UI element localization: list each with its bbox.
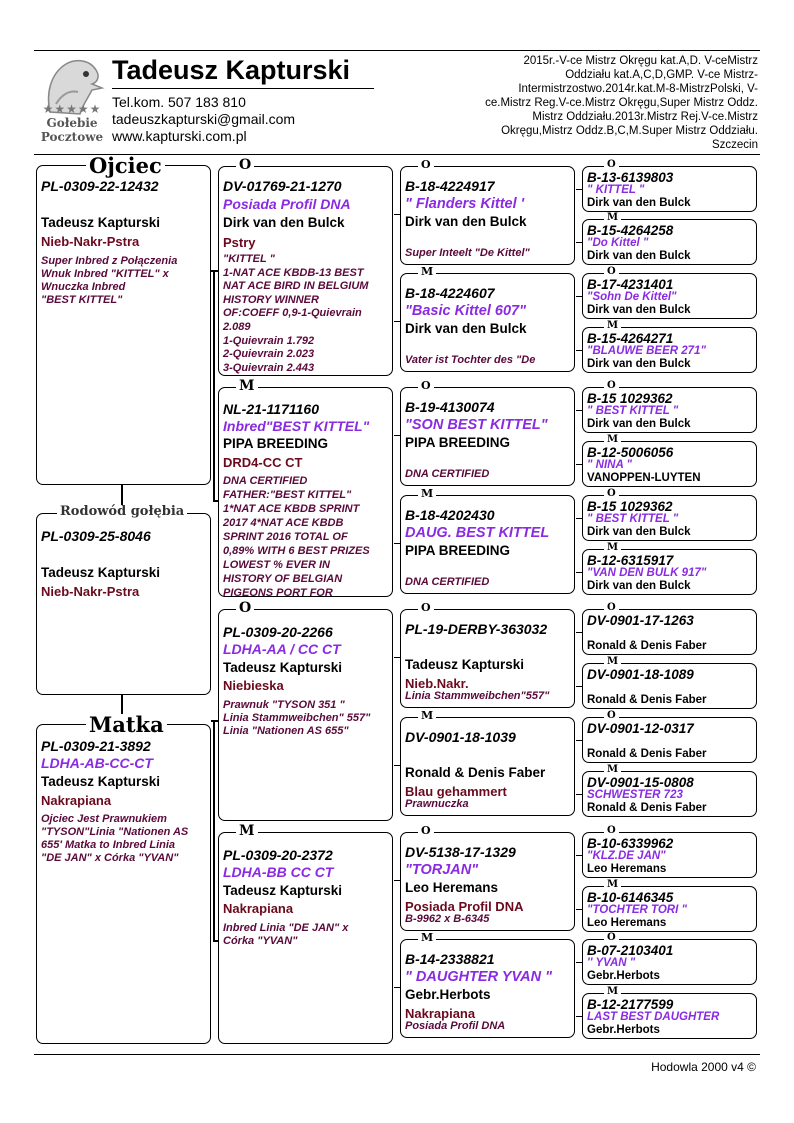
gggp-ring: DV-0901-15-0808 (587, 775, 694, 790)
gggp-ring: B-15 1029362 (587, 499, 673, 514)
gggp-ring: B-17-4231401 (587, 277, 674, 292)
gp-fm-breeder: PIPA BREEDING (223, 436, 329, 451)
gp-ff-note: 3-Quievrain 2.443 (223, 361, 315, 374)
gp-ff-note: 2-Quievrain 2.023 (223, 348, 315, 361)
footer-credit: Hodowla 2000 v4 © (651, 1060, 756, 1074)
sire-marker: O (236, 158, 254, 172)
connector (213, 270, 215, 500)
connector (394, 880, 400, 881)
gp-mm-color: Nakrapiana (223, 901, 294, 916)
connector (576, 572, 582, 573)
dam-marker: M (604, 657, 621, 667)
gp-mm-note: Córka "YVAN" (223, 935, 298, 947)
phone: Tel.kom. 507 183 810 (112, 94, 246, 110)
sire-marker: O (604, 267, 619, 277)
ggp-box[interactable] (400, 717, 575, 816)
connector (394, 321, 400, 322)
gp-fm-note: 2017 4*NAT ACE KBDB (223, 517, 344, 529)
sire-marker: O (604, 160, 619, 170)
dam-marker: M (604, 880, 621, 890)
gp-ff-name: Posiada Profil DNA (223, 196, 351, 212)
gp-mf-color: Niebieska (223, 678, 284, 693)
gggp-breeder: Dirk van den Bulck (587, 197, 691, 209)
gp-fm-note: DNA CERTIFIED (223, 475, 308, 487)
gggp-name: " BEST KITTEL " (587, 513, 679, 525)
gp-fm-name: Inbred"BEST KITTEL" (223, 418, 370, 434)
ggp-breeder: Dirk van den Bulck (405, 321, 527, 336)
ggp-note: B-9962 x B-6345 (405, 913, 490, 925)
gggp-name: "Sohn De Kittel" (587, 291, 677, 303)
gggp-breeder: Dirk van den Bulck (587, 526, 691, 538)
gp-ff-note: NAT ACE BIRD IN BELGIUM (223, 280, 369, 293)
subject-breeder: Tadeusz Kapturski (41, 565, 161, 580)
gggp-breeder: Gebr.Herbots (587, 970, 660, 982)
sire-marker: O (418, 602, 434, 613)
gp-fm-ring: NL-21-1171160 (223, 401, 319, 417)
ggp-name: "SON BEST KITTEL" (405, 417, 548, 433)
gp-mm-box[interactable] (218, 832, 393, 1044)
dam-marker: M (604, 765, 621, 775)
gp-mf-note: Prawnuk "TYSON 351 " (223, 699, 345, 711)
father-breeder: Tadeusz Kapturski (41, 215, 161, 230)
gggp-breeder: Dirk van den Bulck (587, 304, 691, 316)
ggp-breeder: Ronald & Denis Faber (405, 765, 546, 780)
dam-marker: M (418, 710, 436, 721)
connector (394, 543, 400, 544)
ggp-box[interactable] (400, 273, 575, 372)
gp-fm-note: PIGEONS PORT FOR (223, 587, 333, 597)
gggp-name: LAST BEST DAUGHTER (587, 1011, 720, 1023)
ggp-color: Nakrapiana (405, 1006, 476, 1021)
gggp-breeder: Ronald & Denis Faber (587, 748, 707, 760)
dam-marker: M (236, 379, 258, 393)
ggp-ring: B-19-4130074 (405, 399, 495, 415)
sire-marker: O (604, 603, 619, 613)
breeder-name: Tadeusz Kapturski (112, 55, 351, 85)
mother-note: Ojciec Jest Prawnukiem (41, 813, 167, 825)
ggp-note: Prawnuczka (405, 798, 469, 810)
gp-mm-ring: PL-0309-20-2372 (223, 847, 333, 863)
achievements: 2015r.-V-ce Mistrz Okręgu kat.A,D. V-ceMistrz Oddziału kat.A,C,D,GMP. V-ce Mistrz-Intermistrzostwo.2014r.kat.M-8-MistrzPolski, V-ce.Mistrz Reg.V-ce.Mistrz Okręgu,Super Mistrz Oddz. Mistrz Oddziału.2013r.Mistrz Rej.V-ce.Mistrz Okręgu,Mistrz Oddz.B,C,M.Super Mistrz Oddziału. Szczecin (485, 55, 758, 151)
ggp-breeder: PIPA BREEDING (405, 435, 511, 450)
gggp-name: " BEST KITTEL " (587, 405, 679, 417)
dam-marker: M (604, 987, 621, 997)
father-box[interactable] (36, 165, 211, 485)
ggp-ring: B-14-2338821 (405, 951, 495, 967)
gp-mm-breeder: Tadeusz Kapturski (223, 883, 343, 898)
logo-text-2: Pocztowe (40, 130, 104, 144)
gp-ff-box[interactable] (218, 166, 393, 376)
gggp-breeder: Ronald & Denis Faber (587, 802, 707, 814)
ggp-ring: PL-19-DERBY-363032 (405, 621, 548, 637)
connector (576, 189, 582, 190)
dam-marker: M (604, 213, 621, 223)
gp-ff-note: HISTORY WINNER (223, 293, 319, 306)
dam-marker: M (604, 321, 621, 331)
subject-ring: PL-0309-25-8046 (41, 528, 151, 544)
gggp-box[interactable] (582, 387, 757, 433)
gp-ff-note: OF:COEFF 0,9-1-Quievrain (223, 307, 362, 320)
gggp-ring: B-13-6139803 (587, 170, 674, 185)
gp-mf-box[interactable] (218, 609, 393, 821)
gggp-box[interactable] (582, 441, 757, 487)
gp-mf-breeder: Tadeusz Kapturski (223, 660, 343, 675)
logo (36, 54, 108, 146)
ggp-note: Vater ist Tochter des "De (405, 354, 536, 366)
connector (576, 794, 582, 795)
gggp-name: "BLAUWE BEER 271" (587, 345, 706, 357)
stars-icon: ★★★★★ (42, 102, 102, 116)
gggp-name: "VAN DEN BULK 917" (587, 567, 707, 579)
gggp-name: " NINA " (587, 459, 632, 471)
sire-marker: O (418, 380, 434, 391)
gp-fm-note: 0,89% WITH 6 BEST PRIZES (223, 545, 370, 557)
gggp-ring: B-10-6339962 (587, 836, 674, 851)
ggp-ring: B-18-4224607 (405, 285, 495, 301)
ggp-box[interactable] (400, 495, 575, 594)
gggp-box[interactable] (582, 993, 757, 1039)
sire-marker: O (604, 711, 619, 721)
gggp-box[interactable] (582, 327, 757, 373)
gp-ff-note: "KITTEL " (223, 253, 275, 265)
gp-fm-note: HISTORY OF BELGIAN (223, 573, 343, 585)
gp-ff-color: Pstry (223, 235, 256, 250)
gggp-box[interactable] (582, 939, 757, 985)
connector (394, 657, 400, 658)
sire-marker: O (604, 826, 619, 836)
pedigree-label: Rodowód gołębia (57, 505, 187, 518)
gggp-ring: DV-0901-12-0317 (587, 721, 694, 736)
gp-ff-note: 2.089 (223, 320, 251, 333)
gggp-breeder: Gebr.Herbots (587, 1024, 660, 1036)
ggp-note: DNA CERTIFIED (405, 576, 490, 588)
gggp-box[interactable] (582, 549, 757, 595)
gggp-box[interactable] (582, 717, 757, 763)
father-note: Wnuk Inbred "KITTEL" x (41, 268, 169, 280)
ggp-ring: DV-0901-18-1039 (405, 729, 516, 745)
ggp-breeder: Gebr.Herbots (405, 987, 491, 1002)
ggp-note: Linia Stammweibchen"557" (405, 690, 550, 702)
mother-breeder: Tadeusz Kapturski (41, 774, 161, 789)
connector (394, 987, 400, 988)
gggp-breeder: Ronald & Denis Faber (587, 640, 707, 652)
gggp-ring: B-12-6315917 (587, 553, 674, 568)
ggp-breeder: Leo Heremans (405, 880, 499, 895)
gggp-box[interactable] (582, 219, 757, 265)
connector (394, 765, 400, 766)
website: www.kapturski.com.pl (112, 128, 247, 144)
gggp-breeder: Dirk van den Bulck (587, 358, 691, 370)
dam-marker: M (236, 824, 258, 838)
ggp-name: "Basic Kittel 607" (405, 303, 526, 319)
gggp-box[interactable] (582, 832, 757, 878)
connector (576, 632, 582, 633)
footer-rule (34, 1054, 760, 1055)
mother-note: "DE JAN" x Córka "YVAN" (41, 852, 179, 864)
gggp-breeder: Dirk van den Bulck (587, 580, 691, 592)
mother-label: Matka (86, 714, 167, 735)
father-note: Super Inbred z Połączenia (41, 255, 178, 267)
sire-marker: O (604, 489, 619, 499)
gggp-name: "KLZ.DE JAN" (587, 850, 666, 862)
gggp-breeder: VANOPPEN-LUYTEN (587, 472, 701, 484)
father-note: Wnuczka Inbred (41, 281, 126, 293)
connector (576, 740, 582, 741)
gggp-ring: DV-0901-17-1263 (587, 613, 694, 628)
subject-color: Nieb-Nakr-Pstra (41, 584, 140, 599)
ggp-box[interactable] (400, 939, 575, 1038)
gggp-name: "TOCHTER TORI " (587, 904, 687, 916)
gp-ff-note: 1-Quievrain 1.792 (223, 334, 315, 347)
sire-marker: O (418, 825, 434, 836)
connector (576, 410, 582, 411)
ggp-box[interactable] (400, 387, 575, 486)
connector (576, 350, 582, 351)
gggp-box[interactable] (582, 663, 757, 709)
ggp-color: Nieb.Nakr. (405, 676, 469, 691)
dam-marker: M (418, 266, 436, 277)
gp-fm-color: DRD4-CC CT (223, 455, 303, 470)
connector (576, 242, 582, 243)
connector (576, 962, 582, 963)
gp-fm-box[interactable] (218, 387, 393, 597)
gp-ff-ring: DV-01769-21-1270 (223, 178, 342, 194)
ggp-box[interactable] (400, 166, 575, 265)
ggp-note: Posiada Profil DNA (405, 1020, 506, 1032)
ggp-breeder: Tadeusz Kapturski (405, 657, 525, 672)
gp-mf-name: LDHA-AA / CC CT (223, 641, 341, 657)
connector (576, 909, 582, 910)
gggp-ring: B-15-4264271 (587, 331, 674, 346)
connector (576, 1016, 582, 1017)
connector (394, 435, 400, 436)
gp-fm-note: 1*NAT ACE KBDB SPRINT (223, 503, 360, 515)
gggp-box[interactable] (582, 495, 757, 541)
ggp-ring: DV-5138-17-1329 (405, 844, 516, 860)
father-ring: PL-0309-22-12432 (41, 178, 159, 194)
father-label: Ojciec (86, 155, 165, 176)
ggp-note: DNA CERTIFIED (405, 468, 490, 480)
ggp-breeder: Dirk van den Bulck (405, 214, 527, 229)
mother-note: "TYSON"Linia "Nationen AS (41, 826, 189, 838)
gp-mf-note: Linia "Nationen AS 655" (223, 725, 349, 737)
logo-text-1: Gołebie (46, 116, 98, 130)
ggp-name: " Flanders Kittel ' (405, 196, 525, 212)
sire-marker: O (604, 381, 619, 391)
gggp-box[interactable] (582, 609, 757, 655)
gggp-breeder: Dirk van den Bulck (587, 250, 691, 262)
ggp-breeder: PIPA BREEDING (405, 543, 511, 558)
gggp-box[interactable] (582, 273, 757, 319)
ggp-note: Super Inteelt "De Kittel" (405, 247, 530, 259)
gggp-name: "Do Kittel " (587, 237, 649, 249)
connector (576, 855, 582, 856)
gggp-box[interactable] (582, 886, 757, 932)
sire-marker: O (418, 159, 434, 170)
gggp-ring: B-15-4264258 (587, 223, 674, 238)
connector (576, 686, 582, 687)
father-color: Nieb-Nakr-Pstra (41, 234, 140, 249)
subject-box[interactable] (36, 513, 211, 695)
dam-marker: M (604, 435, 621, 445)
gggp-name: '' YVAN " (587, 957, 636, 969)
ggp-name: "TORJAN" (405, 862, 479, 878)
gggp-ring: DV-0901-18-1089 (587, 667, 694, 682)
connector (576, 518, 582, 519)
gggp-breeder: Leo Heremans (587, 917, 667, 929)
ggp-name: DAUG. BEST KITTEL (405, 525, 550, 541)
gggp-name: " KITTEL " (587, 184, 645, 196)
email: tadeuszkapturski@gmail.com (112, 111, 296, 127)
ggp-box[interactable] (400, 609, 575, 708)
mother-name: LDHA-AB-CC-CT (41, 755, 153, 771)
connector (394, 214, 400, 215)
gp-fm-note: SPRINT 2016 TOTAL OF (223, 531, 348, 543)
gp-fm-note: LOWEST % EVER IN (223, 559, 330, 571)
gggp-breeder: Dirk van den Bulck (587, 418, 691, 430)
gp-mf-note: Linia Stammweibchen" 557" (223, 712, 371, 724)
gp-mf-ring: PL-0309-20-2266 (223, 624, 333, 640)
gggp-ring: B-15 1029362 (587, 391, 673, 406)
connector (576, 464, 582, 465)
connector (576, 296, 582, 297)
header-top-rule (34, 50, 760, 51)
ggp-ring: B-18-4202430 (405, 507, 495, 523)
mother-color: Nakrapiana (41, 793, 112, 808)
gp-mm-note: Inbred Linia "DE JAN" x (223, 922, 349, 934)
gp-mm-name: LDHA-BB CC CT (223, 864, 334, 880)
ggp-ring: B-18-4224917 (405, 178, 495, 194)
gggp-ring: B-12-2177599 (587, 997, 674, 1012)
gggp-ring: B-12-5006056 (587, 445, 674, 460)
gggp-breeder: Ronald & Denis Faber (587, 694, 707, 706)
ggp-name: " DAUGHTER YVAN " (405, 969, 552, 985)
father-note: "BEST KITTEL" (41, 294, 123, 306)
gggp-ring: B-07-2103401 (587, 943, 674, 958)
dam-marker: M (418, 932, 436, 943)
gggp-name: SCHWESTER 723 (587, 789, 683, 801)
gggp-breeder: Leo Heremans (587, 863, 667, 875)
gp-ff-breeder: Dirk van den Bulck (223, 215, 345, 230)
mother-note: 655' Matka to Inbred Linia (41, 839, 176, 851)
ggp-box[interactable] (400, 832, 575, 931)
dam-marker: M (418, 488, 436, 499)
dam-marker: M (604, 543, 621, 553)
ggp-color: Blau gehammert (405, 784, 507, 799)
gggp-box[interactable] (582, 166, 757, 212)
sire-marker: O (236, 601, 254, 615)
sire-marker: O (604, 933, 619, 943)
connector (213, 720, 215, 940)
ggp-color: Posiada Profil DNA (405, 899, 524, 914)
name-underline (112, 88, 374, 89)
gp-ff-note: 1-NAT ACE KBDB-13 BEST (223, 266, 364, 279)
gp-fm-note: FATHER:"BEST KITTEL" (223, 489, 352, 501)
gggp-ring: B-10-6146345 (587, 890, 674, 905)
gggp-box[interactable] (582, 771, 757, 817)
mother-ring: PL-0309-21-3892 (41, 738, 151, 754)
mother-box[interactable] (36, 724, 211, 1044)
